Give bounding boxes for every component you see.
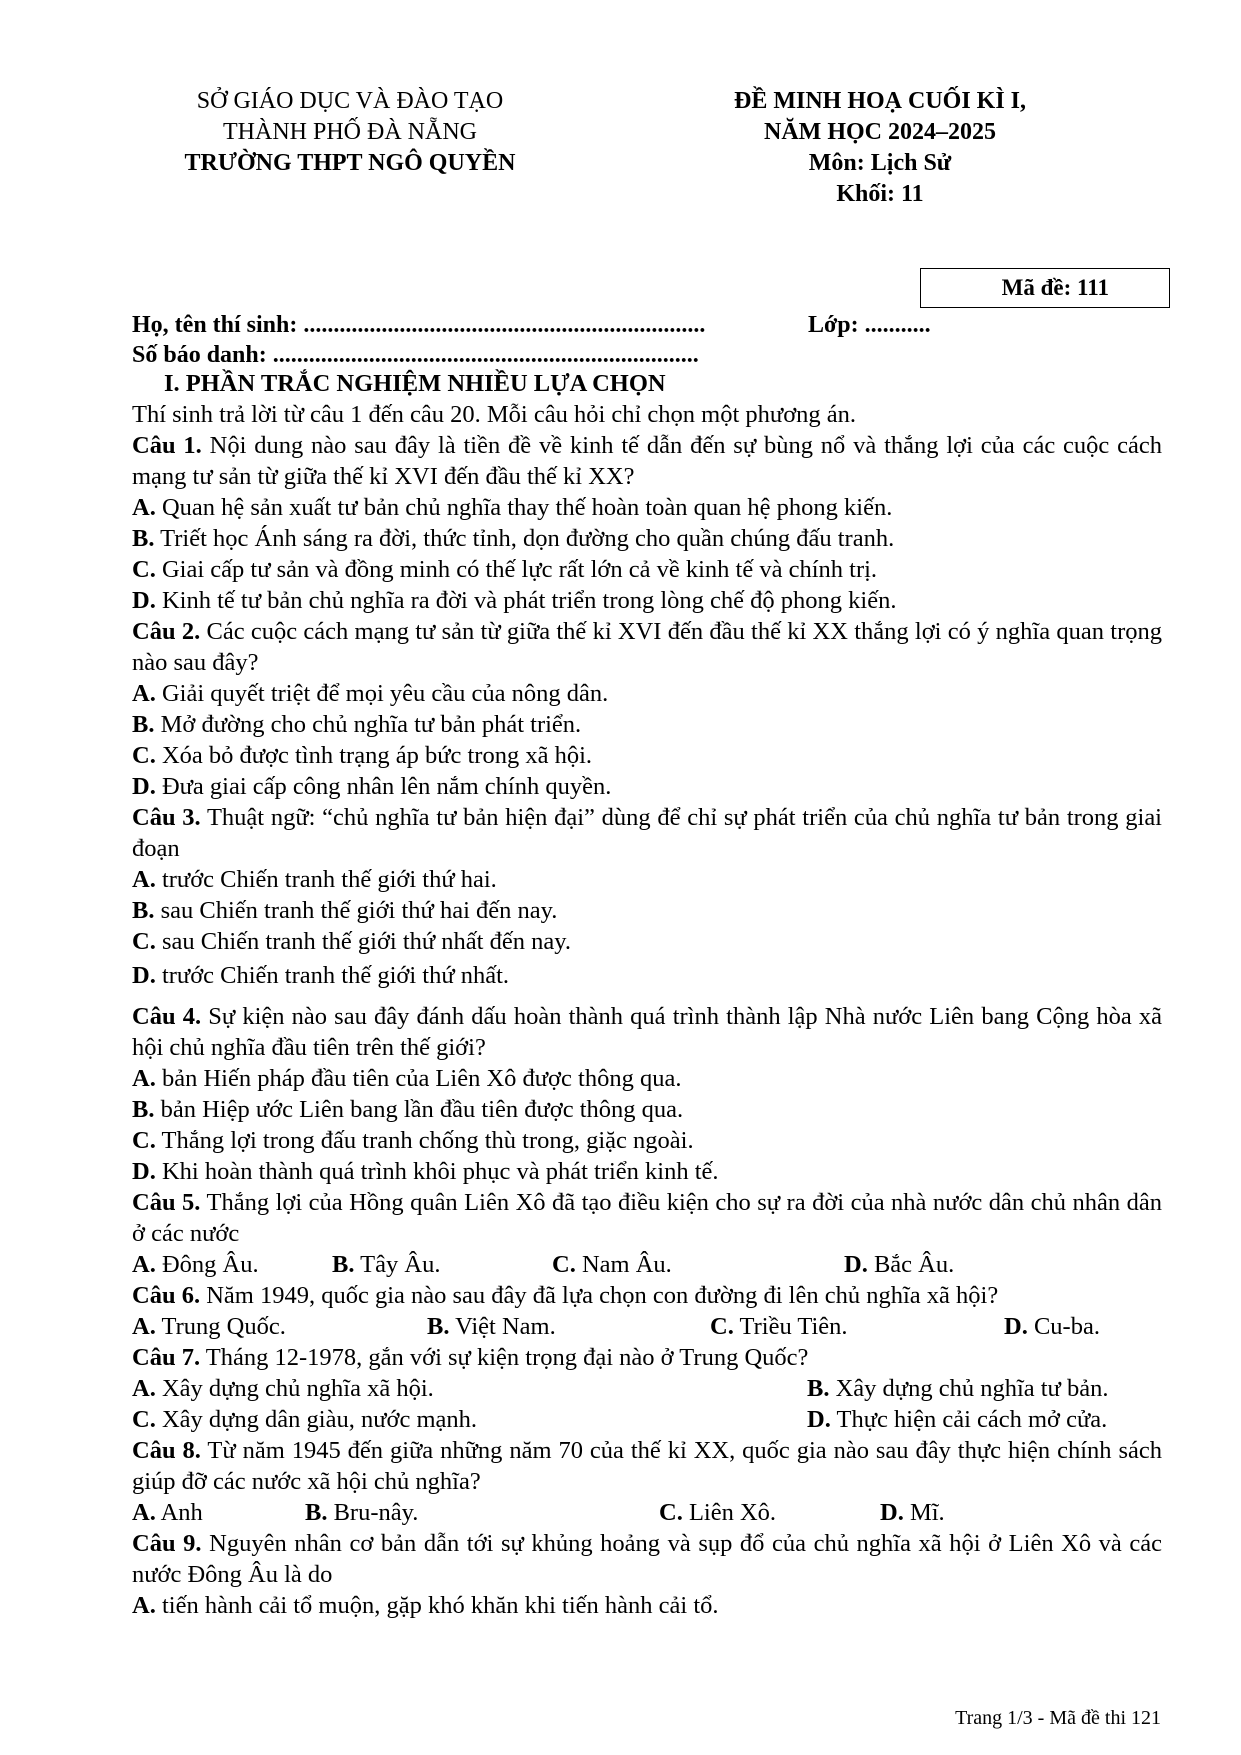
option-text: Xây dựng chủ nghĩa tư bản. — [835, 1375, 1109, 1402]
option-d — [1004, 1311, 1100, 1342]
option-b — [807, 1373, 1108, 1404]
option-a — [132, 1311, 286, 1342]
option-row — [132, 1311, 1162, 1342]
grade: Khối: 11 — [836, 181, 924, 207]
option-b — [305, 1497, 418, 1528]
question-label: Câu 5. — [132, 1189, 201, 1216]
option-key: D. — [132, 773, 156, 800]
option-text: trước Chiến tranh thế giới thứ nhất. — [161, 962, 510, 989]
option-key: D. — [844, 1251, 868, 1278]
option-text: Thắng lợi trong đấu tranh chống thù trong, giặc ngoài. — [161, 1127, 694, 1154]
option-key: C. — [132, 928, 156, 955]
option-key: D. — [880, 1499, 904, 1526]
section-title: I. PHẦN TRẮC NGHIỆM NHIỀU LỰA CHỌN — [164, 370, 666, 397]
question-3 — [132, 802, 1162, 864]
option-text: Mở đường cho chủ nghĩa tư bản phát triển. — [160, 711, 582, 738]
option-a — [132, 492, 1162, 523]
question-label: Câu 1. — [132, 432, 202, 459]
option-c — [132, 554, 1162, 585]
question-text: Nguyên nhân cơ bản dẫn tới sự khủng hoảng và sụp đổ của chủ nghĩa xã hội ở Liên Xô và các nước Đông Âu là do — [132, 1530, 1163, 1588]
question-label: Câu 9. — [132, 1530, 202, 1557]
option-key: A. — [132, 1313, 156, 1340]
question-body — [132, 368, 1162, 1621]
option-text: Thực hiện cải cách mở cửa. — [836, 1406, 1108, 1433]
option-c — [132, 740, 1162, 771]
option-key: B. — [132, 711, 155, 738]
question-1 — [132, 430, 1162, 492]
option-d — [132, 771, 1162, 802]
option-key: C. — [132, 556, 156, 583]
question-label: Câu 3. — [132, 804, 201, 831]
option-b — [132, 895, 1162, 926]
question-text: Thắng lợi của Hồng quân Liên Xô đã tạo điều kiện cho sự ra đời của nhà nước dân chủ nhân dân ở các nước — [132, 1189, 1162, 1247]
option-text: Trung Quốc. — [161, 1313, 286, 1340]
class-line — [808, 310, 931, 340]
student-id-label: Số báo danh: — [132, 342, 267, 368]
page-footer: Trang 1/3 - Mã đề thi 121 — [955, 1707, 1161, 1729]
option-a — [132, 864, 1162, 895]
option-a — [132, 1373, 434, 1404]
option-d — [132, 960, 1162, 991]
option-key: A. — [132, 1375, 156, 1402]
option-d — [132, 1156, 1162, 1187]
option-text: bản Hiệp ước Liên bang lần đầu tiên được thông qua. — [160, 1096, 684, 1123]
option-text: Liên Xô. — [688, 1499, 777, 1526]
option-row — [132, 1373, 1162, 1404]
option-text: Giải quyết triệt để mọi yêu cầu của nông dân. — [161, 680, 609, 707]
option-a — [132, 678, 1162, 709]
option-a — [132, 1063, 1162, 1094]
option-key: A. — [132, 866, 156, 893]
header-right — [660, 86, 1100, 210]
question-label: Câu 2. — [132, 618, 201, 645]
option-text: tiến hành cải tổ muộn, gặp khó khăn khi tiến hành cải tổ. — [161, 1592, 719, 1619]
question-text: Thuật ngữ: “chủ nghĩa tư bản hiện đại” dùng để chỉ sự phát triển của chủ nghĩa tư bản trong giai đoạn — [132, 804, 1162, 862]
option-key: A. — [132, 1499, 156, 1526]
question-label: Câu 4. — [132, 1003, 202, 1030]
question-text: Sự kiện nào sau đây đánh dấu hoàn thành quá trình thành lập Nhà nước Liên bang Cộng hòa xã hội chủ nghĩa đầu tiên trên thế giới? — [132, 1003, 1163, 1061]
option-key: A. — [132, 1065, 156, 1092]
option-text: Việt Nam. — [455, 1313, 556, 1340]
option-key: B. — [807, 1375, 830, 1402]
question-6 — [132, 1280, 1162, 1311]
question-text: Năm 1949, quốc gia nào sau đây đã lựa chọn con đường đi lên chủ nghĩa xã hội? — [206, 1282, 999, 1309]
option-c — [552, 1249, 672, 1280]
option-a — [132, 1249, 259, 1280]
option-text: Nam Âu. — [581, 1251, 672, 1278]
student-name-field: ................................................................... — [303, 312, 706, 338]
option-text: Kinh tế tư bản chủ nghĩa ra đời và phát triển trong lòng chế độ phong kiến. — [161, 587, 897, 614]
option-key: B. — [132, 525, 155, 552]
option-b — [132, 523, 1162, 554]
option-text: Khi hoàn thành quá trình khôi phục và phát triển kinh tế. — [161, 1158, 719, 1185]
question-label: Câu 8. — [132, 1437, 201, 1464]
exam-code-box: Mã đề: 111 — [920, 268, 1170, 308]
option-text: Đưa giai cấp công nhân lên nắm chính quyền. — [161, 773, 612, 800]
option-text: Mĩ. — [909, 1499, 945, 1526]
option-text: Quan hệ sản xuất tư bản chủ nghĩa thay thế hoàn toàn quan hệ phong kiến. — [161, 494, 893, 521]
question-text: Từ năm 1945 đến giữa những năm 70 của thế kỉ XX, quốc gia nào sau đây thực hiện chính sách giúp đỡ các nước xã hội chủ nghĩa? — [132, 1437, 1162, 1495]
option-text: bản Hiến pháp đầu tiên của Liên Xô được thông qua. — [161, 1065, 682, 1092]
question-8 — [132, 1435, 1162, 1497]
option-d — [132, 585, 1162, 616]
class-label: Lớp: — [808, 312, 859, 338]
option-b — [132, 709, 1162, 740]
option-key: B. — [305, 1499, 328, 1526]
option-key: B. — [427, 1313, 450, 1340]
option-text: Bru-nây. — [333, 1499, 419, 1526]
option-text: trước Chiến tranh thế giới thứ hai. — [161, 866, 497, 893]
option-key: B. — [332, 1251, 355, 1278]
option-row — [132, 1249, 1162, 1280]
option-text: Bắc Âu. — [873, 1251, 955, 1278]
option-key: C. — [132, 1127, 156, 1154]
option-key: A. — [132, 494, 156, 521]
option-c — [132, 1125, 1162, 1156]
option-key: D. — [132, 962, 156, 989]
question-label: Câu 7. — [132, 1344, 201, 1371]
exam-title: ĐỀ MINH HOẠ CUỐI KÌ I, — [733, 88, 1027, 114]
option-b — [427, 1311, 556, 1342]
option-b — [332, 1249, 440, 1280]
option-key: B. — [132, 1096, 155, 1123]
department-name: SỞ GIÁO DỤC VÀ ĐÀO TẠO — [196, 88, 504, 114]
student-name-line — [132, 310, 705, 340]
option-key: D. — [1004, 1313, 1028, 1340]
option-text: Xóa bỏ được tình trạng áp bức trong xã hội. — [161, 742, 593, 769]
option-key: C. — [132, 1406, 156, 1433]
option-text: Giai cấp tư sản và đồng minh có thế lực rất lớn cả về kinh tế và chính trị. — [161, 556, 878, 583]
option-text: Xây dựng dân giàu, nước mạnh. — [161, 1406, 478, 1433]
option-key: C. — [710, 1313, 734, 1340]
option-a — [132, 1497, 203, 1528]
option-c — [710, 1311, 848, 1342]
option-text: Triều Tiên. — [739, 1313, 848, 1340]
option-c — [659, 1497, 776, 1528]
question-text: Nội dung nào sau đây là tiền đề về kinh tế dẫn đến sự bùng nổ và thắng lợi của các cuộc cách mạng tư sản từ giữa thế kỉ XVI đến đầu thế kỉ XX? — [132, 432, 1162, 490]
option-key: A. — [132, 1592, 156, 1619]
question-4 — [132, 1001, 1162, 1063]
student-id-field: ....................................................................... — [272, 342, 699, 368]
option-row — [132, 1497, 1162, 1528]
option-text: Tây Âu. — [360, 1251, 441, 1278]
spacer — [132, 991, 1162, 1001]
school-year: NĂM HỌC 2024–2025 — [764, 119, 996, 145]
school-name: TRƯỜNG THPT NGÔ QUYỀN — [184, 150, 516, 176]
option-d — [807, 1404, 1107, 1435]
question-2 — [132, 616, 1162, 678]
option-key: D. — [807, 1406, 831, 1433]
option-text: sau Chiến tranh thế giới thứ nhất đến nay. — [161, 928, 572, 955]
question-9 — [132, 1528, 1162, 1590]
option-text: Anh — [160, 1499, 203, 1526]
student-name-label: Họ, tên thí sinh: — [132, 312, 298, 338]
option-text: sau Chiến tranh thế giới thứ hai đến nay. — [160, 897, 558, 924]
option-d — [880, 1497, 945, 1528]
class-field: ........... — [864, 312, 931, 338]
student-id-line — [132, 340, 699, 370]
city-name: THÀNH PHỐ ĐÀ NẴNG — [223, 119, 477, 145]
question-5 — [132, 1187, 1162, 1249]
option-text: Triết học Ánh sáng ra đời, thức tỉnh, dọn đường cho quần chúng đấu tranh. — [160, 525, 895, 552]
option-key: C. — [132, 742, 156, 769]
option-key: A. — [132, 1251, 156, 1278]
option-text: Cu-ba. — [1033, 1313, 1100, 1340]
option-text: Đông Âu. — [161, 1251, 259, 1278]
option-a — [132, 1590, 1162, 1621]
option-key: C. — [659, 1499, 683, 1526]
question-text: Các cuộc cách mạng tư sản từ giữa thế kỉ XVI đến đầu thế kỉ XX thắng lợi có ý nghĩa quan trọng nào sau đây? — [132, 618, 1162, 676]
question-7 — [132, 1342, 1162, 1373]
option-key: B. — [132, 897, 155, 924]
question-label: Câu 6. — [132, 1282, 201, 1309]
header-left — [130, 86, 570, 179]
option-b — [132, 1094, 1162, 1125]
option-text: Xây dựng chủ nghĩa xã hội. — [161, 1375, 434, 1402]
option-c — [132, 1404, 477, 1435]
option-key: D. — [132, 1158, 156, 1185]
option-key: D. — [132, 587, 156, 614]
option-row — [132, 1404, 1162, 1435]
option-key: C. — [552, 1251, 576, 1278]
option-c — [132, 926, 1162, 957]
option-key: A. — [132, 680, 156, 707]
instruction: Thí sinh trả lời từ câu 1 đến câu 20. Mỗi câu hỏi chỉ chọn một phương án. — [132, 401, 857, 428]
question-text: Tháng 12-1978, gắn với sự kiện trọng đại nào ở Trung Quốc? — [205, 1344, 809, 1371]
option-d — [844, 1249, 954, 1280]
subject: Môn: Lịch Sử — [808, 150, 952, 176]
